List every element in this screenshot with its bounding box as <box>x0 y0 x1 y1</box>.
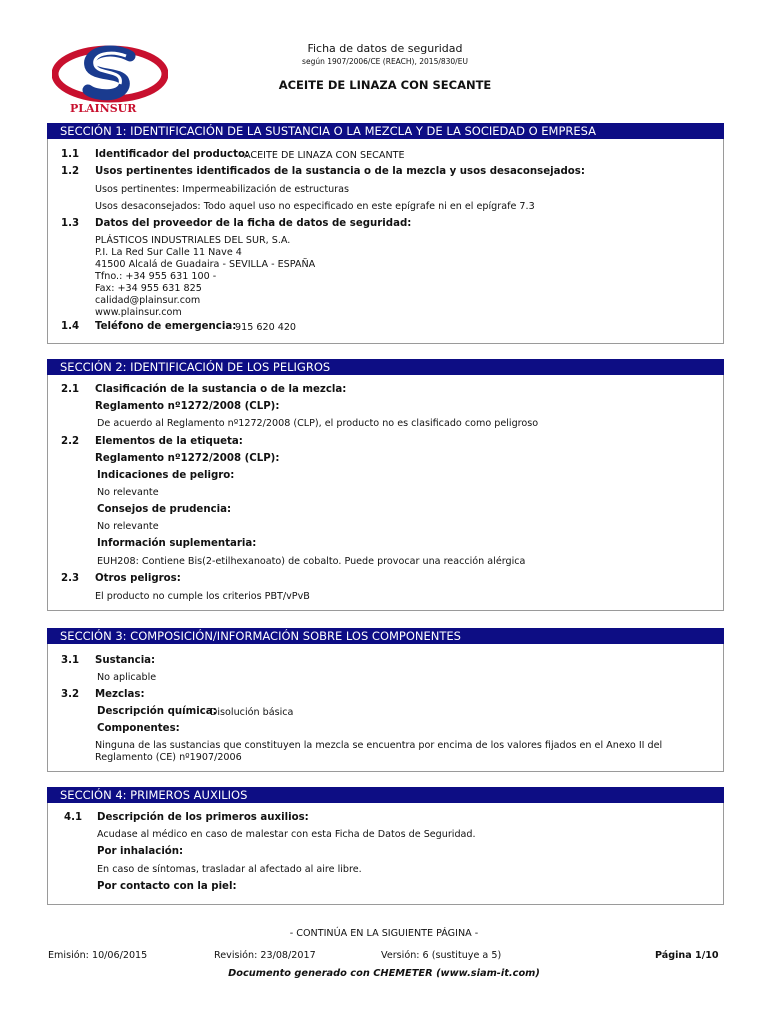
inhalation-text: En caso de síntomas, trasladar al afectado al aire libre. <box>97 864 362 875</box>
product-identifier-value: ACEITE DE LINAZA CON SECANTE <box>244 150 405 161</box>
product-title: ACEITE DE LINAZA CON SECANTE <box>278 78 492 92</box>
logo-text: PLAINSUR <box>70 102 137 115</box>
section-3-title: SECCIÓN 3: COMPOSICIÓN/INFORMACIÓN SOBRE LOS COMPONENTES <box>47 628 724 644</box>
page-number: Página 1/10 <box>655 950 719 961</box>
components-text: Reglamento (CE) nº1907/2006 <box>95 752 242 763</box>
section-3 <box>47 628 724 772</box>
classification-text: De acuerdo al Reglamento nº1272/2008 (CLP), el producto no es clasificado como peligroso <box>97 418 539 429</box>
supplier-line: 41500 Alcalá de Guadaira - SEVILLA - ESPAÑA <box>95 259 316 270</box>
components-text: Ninguna de las sustancias que constituyen la mezcla se encuentra por encima de los valores fijados en el Anexo II del <box>95 740 663 751</box>
item-number: 2.1 <box>61 384 80 395</box>
plainsur-logo <box>52 44 168 120</box>
mixtures-heading: Mezclas: <box>95 689 145 700</box>
other-hazards-heading: Otros peligros: <box>95 573 181 584</box>
components-label: Componentes: <box>97 723 180 734</box>
supplementary-info-value: EUH208: Contiene Bis(2-etilhexanoato) de cobalto. Puede provocar una reacción alérgica <box>97 556 526 567</box>
section-1 <box>47 123 724 344</box>
section-4-title: SECCIÓN 4: PRIMEROS AUXILIOS <box>47 787 724 803</box>
chemical-description-value: Disolución básica <box>210 707 294 718</box>
substance-heading: Sustancia: <box>95 655 156 666</box>
precautionary-label: Consejos de prudencia: <box>97 504 232 515</box>
hazard-statements-label: Indicaciones de peligro: <box>97 470 235 481</box>
item-number: 2.3 <box>61 573 80 584</box>
item-number: 1.4 <box>61 321 80 332</box>
inhalation-label: Por inhalación: <box>97 846 184 857</box>
hazard-statements-value: No relevante <box>97 487 159 498</box>
first-aid-text: Acudase al médico en caso de malestar con esta Ficha de Datos de Seguridad. <box>97 829 476 840</box>
supplier-website: www.plainsur.com <box>95 307 182 318</box>
uses-heading: Usos pertinentes identificados de la sustancia o de la mezcla y usos desaconsejados: <box>95 166 585 177</box>
emergency-phone-value: 915 620 420 <box>235 322 297 333</box>
supplier-line: P.I. La Red Sur Calle 11 Nave 4 <box>95 247 242 258</box>
advised-against-uses: Usos desaconsejados: Todo aquel uso no especificado en este epígrafe ni en el epígrafe 7.3 <box>95 201 535 212</box>
chemical-description-label: Descripción química: <box>97 706 217 717</box>
supplier-line: Tfno.: +34 955 631 100 - <box>95 271 217 282</box>
item-number: 1.1 <box>61 149 80 160</box>
section-4 <box>47 787 724 905</box>
revision-date: Revisión: 23/08/2017 <box>214 950 316 961</box>
precautionary-value: No relevante <box>97 521 159 532</box>
first-aid-heading: Descripción de los primeros auxilios: <box>97 812 309 823</box>
section-2 <box>47 359 724 611</box>
generated-by: Documento generado con CHEMETER (www.siam-it.com) <box>228 968 540 979</box>
regulation-line: según 1907/2006/CE (REACH), 2015/830/EU <box>302 57 468 66</box>
section-1-title: SECCIÓN 1: IDENTIFICACIÓN DE LA SUSTANCIA O LA MEZCLA Y DE LA SOCIEDAD O EMPRESA <box>47 123 724 139</box>
version: Versión: 6 (sustituye a 5) <box>381 950 502 961</box>
emergency-phone-label: Teléfono de emergencia: <box>95 321 237 332</box>
item-number: 3.1 <box>61 655 80 666</box>
supplier-heading: Datos del proveedor de la ficha de datos de seguridad: <box>95 218 412 229</box>
supplier-line: Fax: +34 955 631 825 <box>95 283 202 294</box>
supplier-email: calidad@plainsur.com <box>95 295 201 306</box>
supplementary-info-label: Información suplementaria: <box>97 538 257 549</box>
item-number: 1.3 <box>61 218 80 229</box>
item-number: 3.2 <box>61 689 80 700</box>
skin-contact-label: Por contacto con la piel: <box>97 881 237 892</box>
label-elements-heading: Elementos de la etiqueta: <box>95 436 243 447</box>
substance-value: No aplicable <box>97 672 157 683</box>
relevant-uses: Usos pertinentes: Impermeabilización de estructuras <box>95 184 349 195</box>
issue-date: Emisión: 10/06/2015 <box>48 950 148 961</box>
regulation-label: Reglamento nº1272/2008 (CLP): <box>95 401 280 412</box>
section-2-title: SECCIÓN 2: IDENTIFICACIÓN DE LOS PELIGROS <box>47 359 724 375</box>
item-number: 2.2 <box>61 436 80 447</box>
doc-title: Ficha de datos de seguridad <box>307 42 463 55</box>
regulation-label: Reglamento nº1272/2008 (CLP): <box>95 453 280 464</box>
item-number: 1.2 <box>61 166 80 177</box>
other-hazards-text: El producto no cumple los criterios PBT/vPvB <box>95 591 310 602</box>
item-number: 4.1 <box>64 812 83 823</box>
supplier-line: PLÁSTICOS INDUSTRIALES DEL SUR, S.A. <box>95 235 291 246</box>
continued-notice: - CONTINÚA EN LA SIGUIENTE PÁGINA - <box>289 928 479 939</box>
classification-heading: Clasificación de la sustancia o de la mezcla: <box>95 384 347 395</box>
product-identifier-label: Identificador del producto: <box>95 149 250 160</box>
